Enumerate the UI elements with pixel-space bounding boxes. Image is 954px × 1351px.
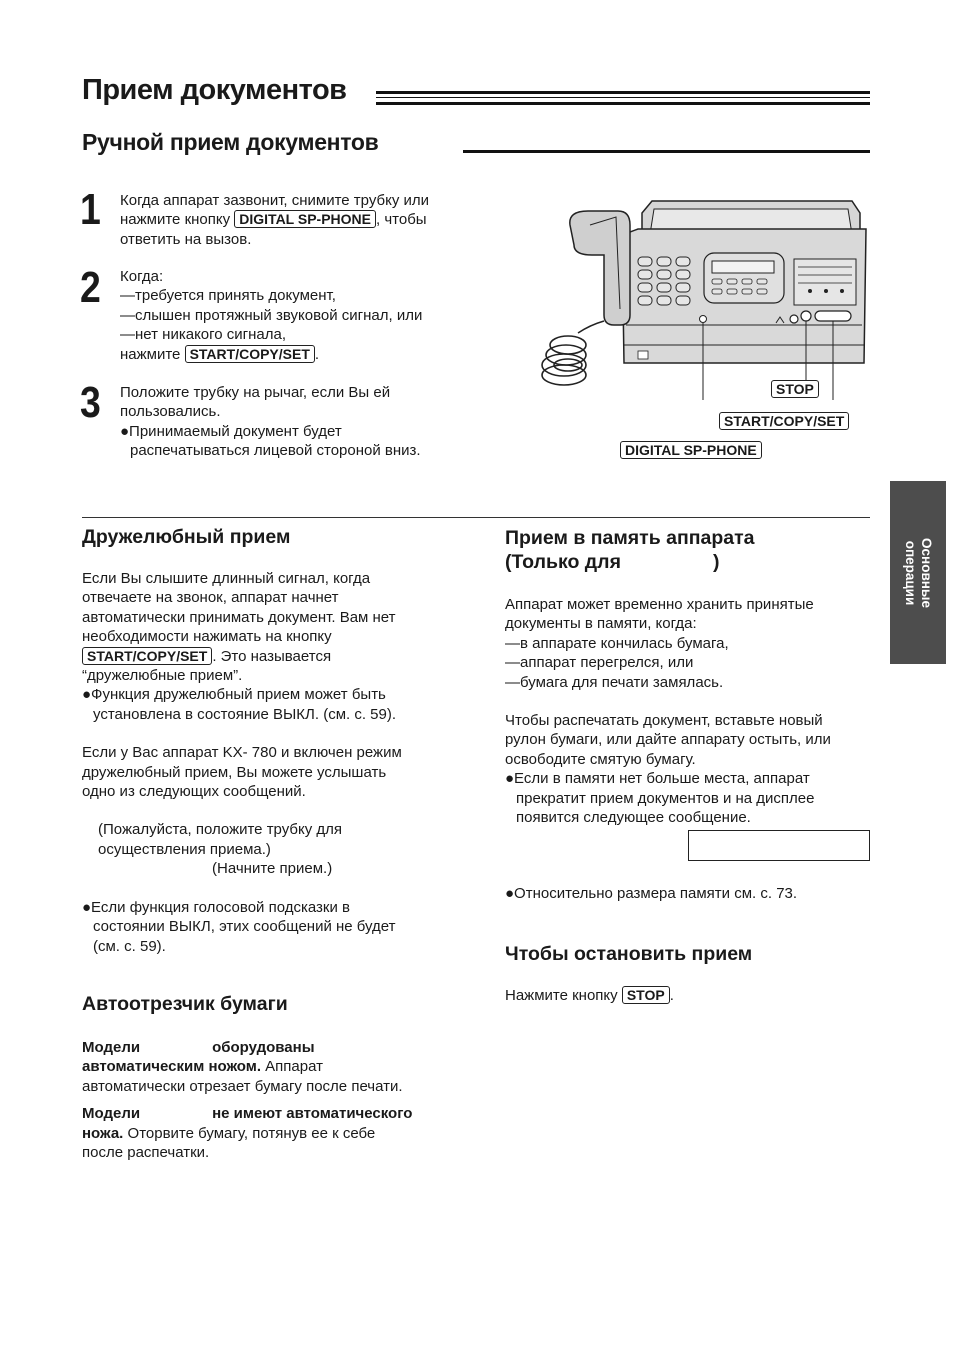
- step-3-bullet: распечатываться лицевой стороной вниз.: [130, 442, 421, 460]
- friendly-line: отвечаете на звонок, аппарат начнет: [82, 589, 339, 607]
- cutter-line: Модели не имеют автоматического: [82, 1105, 413, 1123]
- step-3-line: Положите трубку на рычаг, если Вы ей: [120, 384, 391, 401]
- memory-size-note: ●Относительно размера памяти см. с. 73.: [505, 885, 798, 902]
- stop-label: STOP: [771, 380, 819, 399]
- memory-line: —аппарат перегрелся, или: [505, 654, 694, 672]
- friendly-line: START/COPY/SET . Это называется: [82, 647, 462, 666]
- memory-bullet: прекратит прием документов и на дисплее: [516, 789, 815, 807]
- start-copy-set-key: START/COPY/SET: [82, 647, 212, 665]
- friendly-line: автоматически принимать документ. Вам нет: [82, 608, 396, 626]
- cutter-heading: Автоотрезчик бумаги: [82, 993, 288, 1015]
- friendly-bullet: ●Если функция голосовой подсказки в: [82, 898, 351, 916]
- friendly-message: (Пожалуйста, положите трубку для: [98, 821, 343, 839]
- memory-line: освободите смятую бумагу.: [505, 750, 696, 768]
- page-title: Прием документов: [82, 74, 347, 106]
- step-2-line: Когда:: [120, 268, 164, 285]
- friendly-line: Если Вы слышите длинный сигнал, когда: [82, 570, 371, 587]
- friendly-heading: Дружелюбный прием: [82, 526, 291, 548]
- step-3-text: [120, 383, 500, 461]
- memory-heading: Прием в память аппарата (Только для ): [505, 527, 755, 573]
- step-1-line: ответить на вызов.: [120, 230, 252, 248]
- friendly-text: [82, 569, 462, 956]
- memory-line: Чтобы распечатать документ, вставьте новый: [505, 712, 823, 730]
- step-2-line: нажмите START/COPY/SET .: [120, 345, 320, 363]
- step-3-bullet: ●Принимаемый документ будет: [120, 422, 342, 440]
- section-divider: [82, 517, 870, 518]
- step-2-line: —требуется принять документ,: [120, 287, 336, 305]
- title-rule: [376, 91, 870, 105]
- side-tab-line: Основные: [919, 538, 934, 608]
- step-2-line: —нет никакого сигнала,: [120, 326, 287, 344]
- stop-text: Нажмите кнопку STOP .: [505, 987, 674, 1004]
- memory-line: документы в памяти, когда:: [505, 615, 697, 633]
- memory-line: рулон бумаги, или дайте аппарату остыть, или: [505, 731, 831, 749]
- stop-heading: Чтобы остановить прием: [505, 943, 753, 965]
- step-3-line: пользовались.: [120, 403, 221, 421]
- display-message-box: [688, 830, 870, 861]
- memory-text: [505, 595, 875, 827]
- friendly-bullet: ●Функция дружелюбный прием может быть: [82, 686, 386, 704]
- friendly-line: дружелюбный прием, Вы можете услышать: [82, 763, 387, 781]
- step-1-text: [120, 191, 500, 249]
- step-2-line: —слышен протяжный звуковой сигнал, или: [120, 306, 423, 324]
- step-1-line: Когда аппарат зазвонит, снимите трубку или: [120, 192, 430, 209]
- step-number-3: 3: [80, 378, 100, 427]
- start-copy-set-label: START/COPY/SET: [719, 412, 849, 431]
- section-title: Ручной прием документов: [82, 129, 379, 155]
- memory-line: Аппарат может временно хранить принятые: [505, 596, 814, 613]
- memory-bullet: ●Если в памяти нет больше места, аппарат: [505, 770, 810, 788]
- friendly-line: необходимости нажимать на кнопку: [82, 628, 332, 646]
- friendly-bullet: (см. с. 59).: [93, 937, 166, 955]
- digital-sp-phone-key: DIGITAL SP-PHONE: [234, 210, 376, 228]
- cutter-line: ножа. Оторвите бумагу, потянув ее к себе: [82, 1124, 376, 1142]
- cutter-text: [82, 1038, 462, 1162]
- step-1-line: нажмите кнопку DIGITAL SP-PHONE , чтобы: [120, 211, 427, 229]
- cutter-line: автоматически отрезает бумагу после печати.: [82, 1077, 403, 1095]
- cutter-line: автоматическим ножом. Аппарат: [82, 1058, 323, 1076]
- side-tab-basic-operations[interactable]: [890, 481, 946, 664]
- memory-line: —в аппарате кончилась бумага,: [505, 634, 729, 652]
- memory-bullet: появится следующее сообщение.: [516, 809, 751, 827]
- friendly-bullet: установлена в состояние ВЫКЛ. (см. с. 59).: [93, 705, 397, 723]
- cutter-line: Модели оборудованы: [82, 1039, 315, 1056]
- start-copy-set-key: START/COPY/SET: [185, 345, 315, 363]
- friendly-bullet: состоянии ВЫКЛ, этих сообщений не будет: [93, 918, 396, 936]
- friendly-message: (Начните прием.): [212, 860, 333, 878]
- memory-line: —бумага для печати замялась.: [505, 673, 724, 691]
- friendly-line: Если у Вас аппарат KX- 780 и включен режим: [82, 744, 402, 762]
- stop-key: STOP: [622, 986, 670, 1004]
- friendly-line: одно из следующих сообщений.: [82, 783, 306, 801]
- fax-machine-illustration: [530, 195, 875, 400]
- digital-sp-phone-label: DIGITAL SP-PHONE: [620, 441, 762, 460]
- step-2-text: [120, 267, 500, 364]
- section-rule: [463, 150, 870, 153]
- step-number-1: 1: [80, 185, 100, 234]
- friendly-message: осуществления приема.): [98, 840, 271, 858]
- friendly-line: “дружелюбные прием”.: [82, 667, 243, 685]
- cutter-line: после распечатки.: [82, 1144, 210, 1162]
- step-number-2: 2: [80, 263, 100, 312]
- side-tab-line: операции: [903, 540, 918, 606]
